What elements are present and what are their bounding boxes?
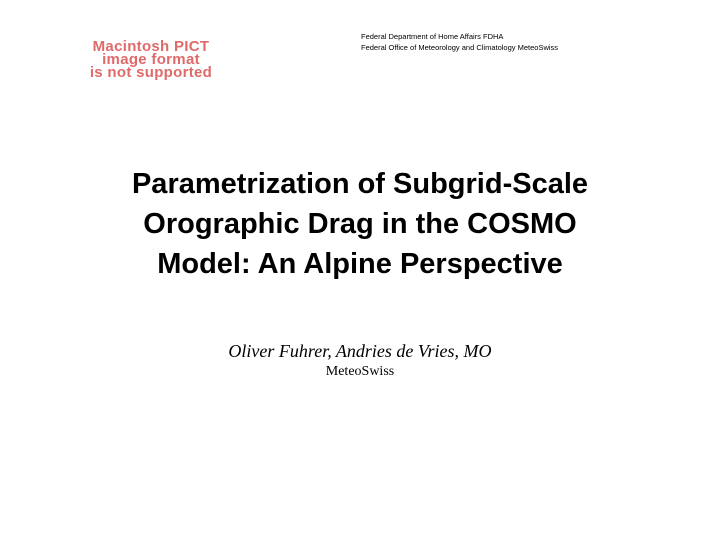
pict-image-placeholder bbox=[66, 40, 236, 79]
institution: MeteoSwiss bbox=[325, 364, 395, 379]
title-line-1: Parametrization of Subgrid-Scale bbox=[131, 168, 589, 200]
department-line: Federal Department of Home Affairs FDHA bbox=[361, 32, 504, 41]
title-line-3: Model: An Alpine Perspective bbox=[157, 248, 563, 280]
authors: Oliver Fuhrer, Andries de Vries, MO bbox=[228, 341, 492, 361]
slide-title bbox=[60, 164, 660, 284]
pict-placeholder-line-3: is not supported bbox=[89, 64, 213, 81]
pict-placeholder-line-1: Macintosh PICT bbox=[92, 38, 210, 55]
organization-header bbox=[361, 31, 558, 53]
office-line: Federal Office of Meteorology and Climatology MeteoSwiss bbox=[361, 43, 559, 52]
pict-placeholder-line-2: image format bbox=[102, 51, 200, 68]
title-line-2: Orographic Drag in the COSMO bbox=[143, 208, 577, 240]
